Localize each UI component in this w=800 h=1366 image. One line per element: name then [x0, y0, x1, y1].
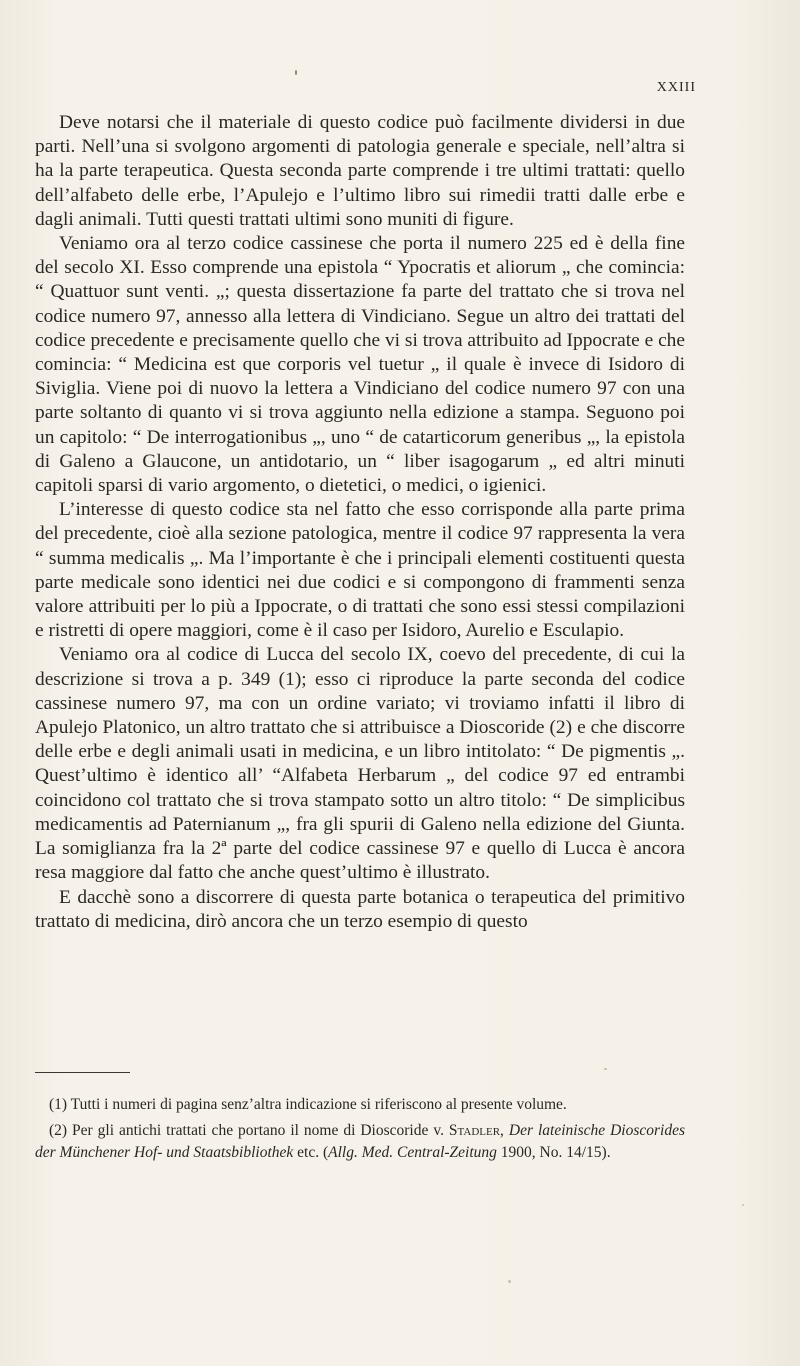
- footnote-2-journal: Allg. Med. Central-Zeitung: [328, 1144, 497, 1161]
- paper-speck: [295, 70, 297, 75]
- main-text: [35, 111, 685, 934]
- footnote-2: [35, 1120, 685, 1164]
- footnote-2-author: Stadler: [448, 1122, 501, 1139]
- paragraph-2: Veniamo ora al terzo codice cassinese che porta il numero 225 ed è della fine del secolo XI. Esso comprende una epistola “ Ypocratis et aliorum „ che comincia: “ Quattuor sunt venti. „; questa dissertazione fa parte del trattato che si trova nel codice numero 97, annesso alla lettera di Vindiciano. Segue un altro dei trattati del codice precedente e precisamente quello che vi si trova attribuito ad Ippocrate e che comincia: “ Medicina est que corporis vel tuetur „ il quale è invece di Isidoro di Siviglia. Viene poi di nuovo la lettera a Vindiciano del codice numero 97 con una parte soltanto di quanto vi si trova aggiunto nella edizione a stampa. Seguono poi un capitolo: “ De interrogationibus „, uno “ de catarticorum generibus „, la epistola di Galeno a Glaucone, un antidotario, un “ liber isagogarum „ ed altri minuti capitoli sparsi di vario argomento, o dietetici, o medici, o igienici.: [35, 233, 685, 497]
- footnotes: [35, 1094, 685, 1168]
- footnote-2-intro: (2) Per gli antichi trattati che portano il nome di Dioscoride v.: [49, 1122, 449, 1139]
- paper-speck: [742, 1204, 744, 1206]
- paper-speck: [604, 1068, 607, 1070]
- footnote-2-middle: etc. (: [293, 1144, 329, 1161]
- paper-speck: [508, 1280, 511, 1283]
- page-number: XXIII: [656, 80, 696, 95]
- footnote-2-title: Der lateinische Dioscorides der Münchener Hof- und Staatsbibliothek: [35, 1122, 685, 1161]
- footnote-2-end: 1900, No. 14/15).: [496, 1144, 611, 1161]
- footnote-divider: [35, 1072, 130, 1073]
- paragraph-1: Deve notarsi che il materiale di questo codice può facilmente dividersi in due parti. Nell’una si svolgono argomenti di patologia generale e speciale, nell’altra si ha la parte terapeutica. Questa seconda parte comprende i tre ultimi trattati: quello dell’alfabeto delle erbe, l’Apulejo e l’ultimo libro sui rimedii tratti dalle erbe e dagli animali. Tutti questi trattati ultimi sono muniti di figure.: [35, 112, 685, 230]
- paragraph-5: E dacchè sono a discorrere di questa parte botanica o terapeutica del primitivo trattato di medicina, dirò ancora che un terzo esempio di questo: [35, 886, 685, 932]
- footnote-1: (1) Tutti i numeri di pagina senz’altra indicazione si riferiscono al presente volume.: [49, 1096, 567, 1113]
- paragraph-3: L’interesse di questo codice sta nel fatto che esso corrisponde alla parte prima del precedente, cioè alla sezione patologica, mentre il codice 97 rappresenta la vera “ summa medicalis „. Ma l’importante è che i principali elementi costituenti questa parte medicale sono identici nei due codici e si compongono di frammenti senza valore attribuiti per lo più a Ippocrate, o di trattati che sono essi stessi compilazioni e ristretti di opere maggiori, come è il caso per Isidoro, Aurelio e Esculapio.: [35, 499, 685, 642]
- footnote-2-separator: ,: [500, 1122, 509, 1139]
- paragraph-4: Veniamo ora al codice di Lucca del secolo IX, coevo del precedente, di cui la descrizione si trova a p. 349 (1); esso ci riproduce la parte seconda del codice cassinese numero 97, ma con un ordine variato; vi troviamo infatti il libro di Apulejo Platonico, un altro trattato che si attribuisce a Dioscoride (2) e che discorre delle erbe e degli animali usati in medicina, e un libro intitolato: “ De pigmentis „. Quest’ultimo è identico all’ “Alfabeta Herbarum „ del codice 97 ed entrambi coincidono col trattato che si trova stampato sotto un altro titolo: “ De simplicibus medicamentis ad Paternianum „, fra gli spurii di Galeno nella edizione del Giunta. La somiglianza fra la 2ª parte del codice cassinese 97 e quello di Lucca è ancora resa maggiore dal fatto che anche quest’ultimo è illustrato.: [35, 644, 685, 884]
